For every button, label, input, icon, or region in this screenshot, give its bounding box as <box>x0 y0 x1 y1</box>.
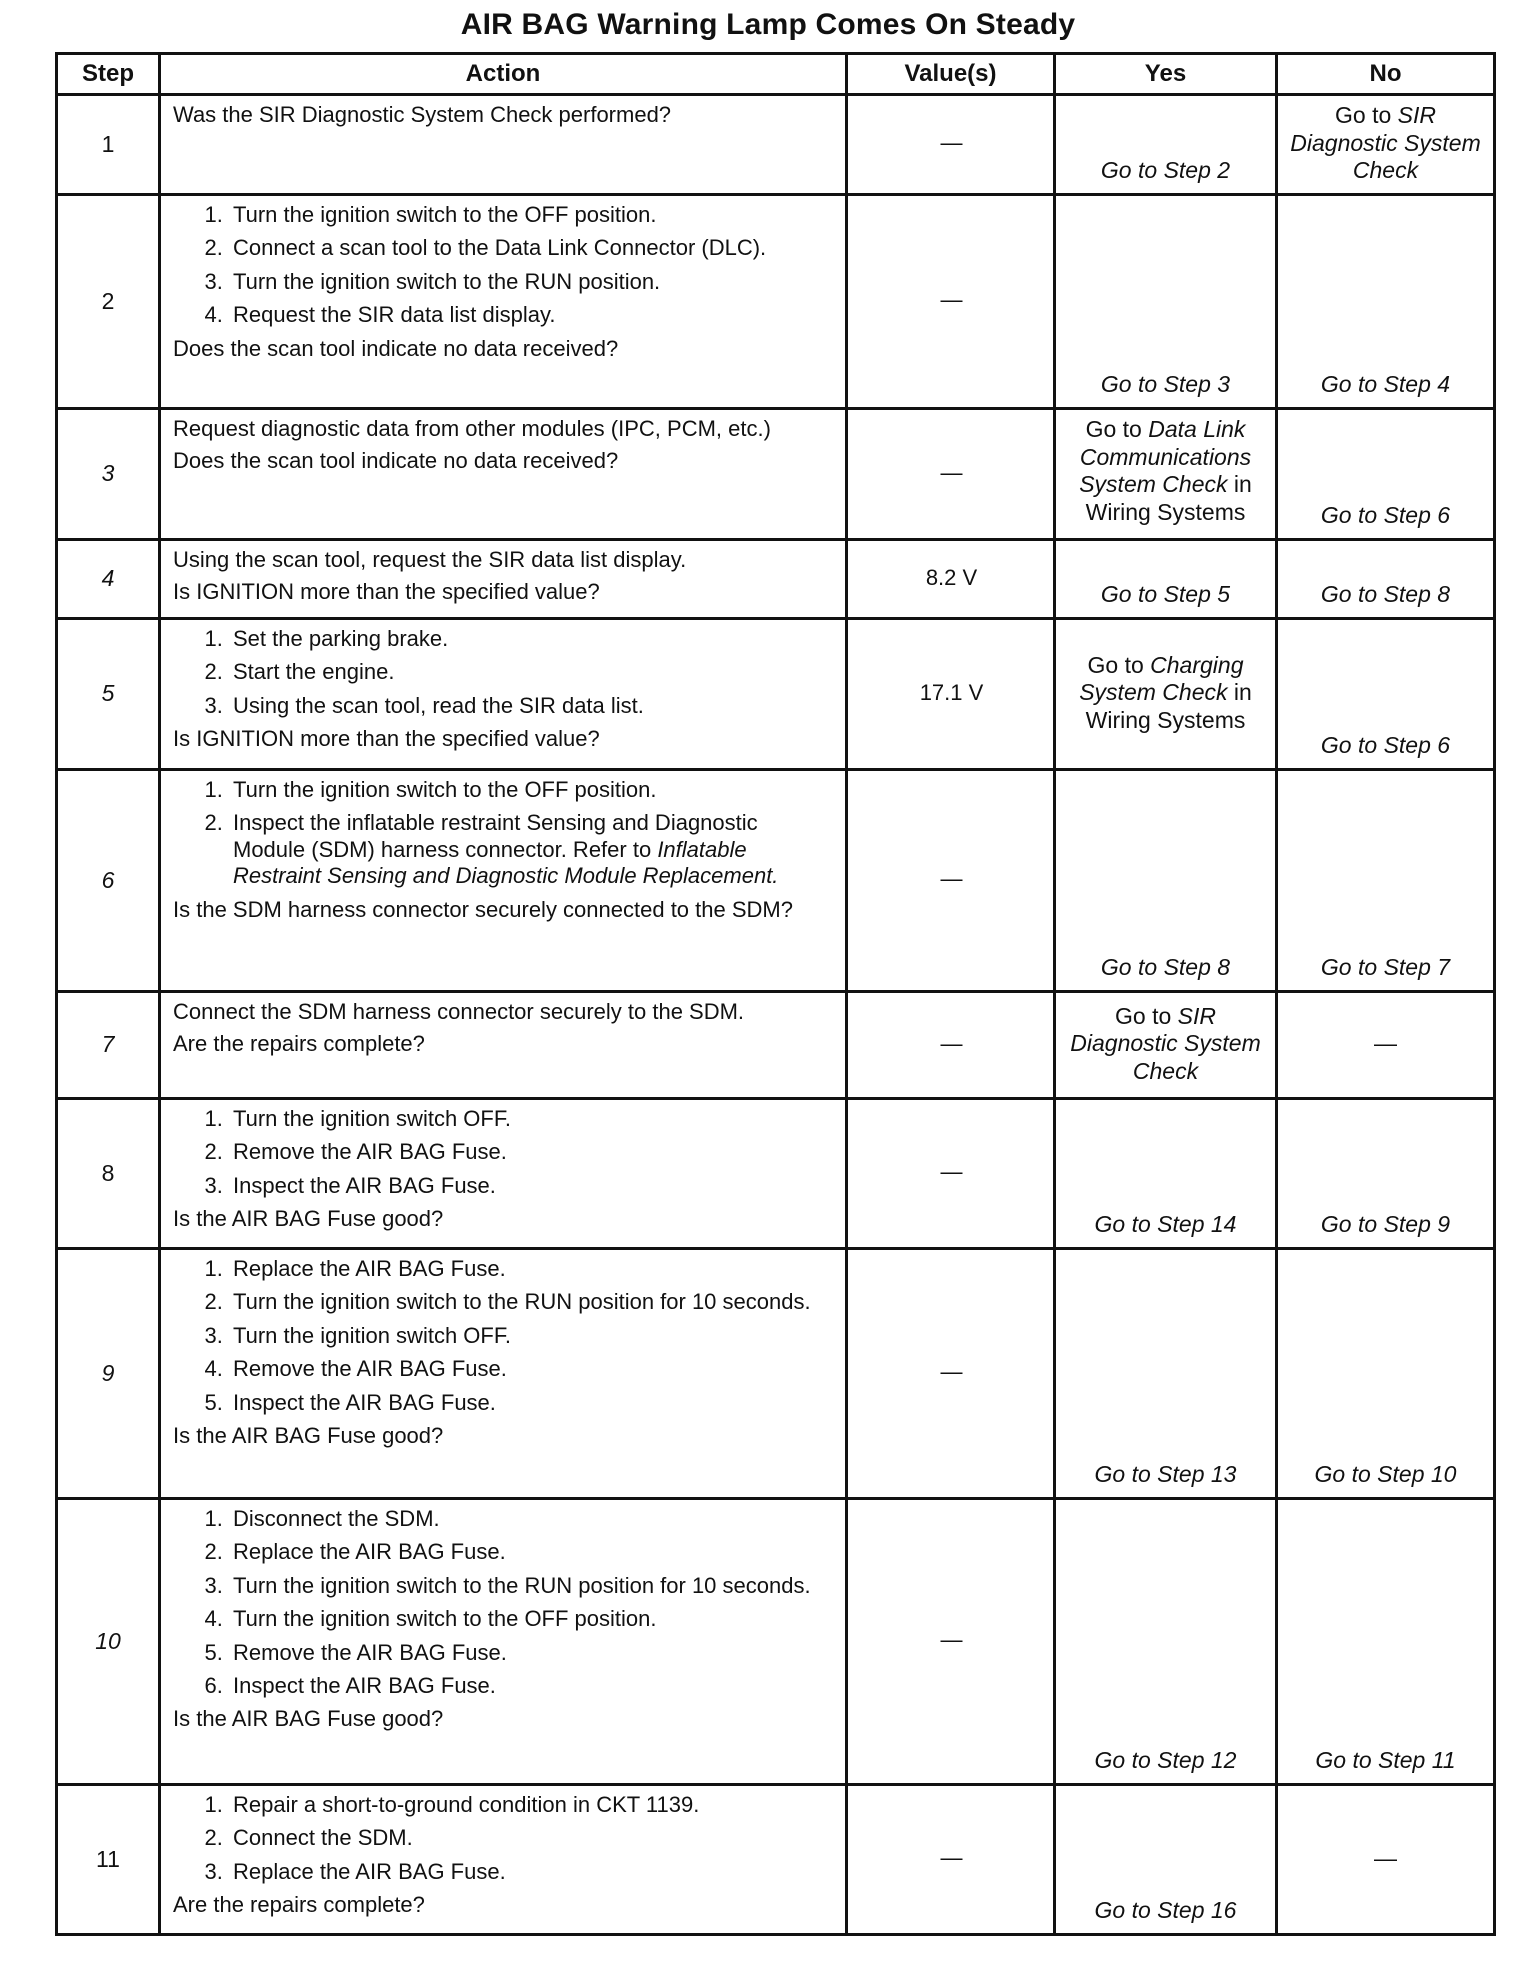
table-row <box>57 1499 1495 1785</box>
action-item: 1. Disconnect the SDM. <box>229 1506 835 1532</box>
action-item: 1. Repair a short-to-ground condition in CKT 1139. <box>229 1792 835 1818</box>
action-item: 5. Remove the AIR BAG Fuse. <box>229 1640 835 1666</box>
no-cell: Go to Step 11 <box>1277 1499 1495 1785</box>
action-list <box>173 1256 835 1416</box>
table-row <box>57 195 1495 409</box>
value-cell: — <box>847 1785 1055 1935</box>
yes-cell: Go to Step 5 <box>1055 540 1277 619</box>
table-row <box>57 992 1495 1099</box>
header-values: Value(s) <box>847 54 1055 95</box>
step-number: 4 <box>57 540 160 619</box>
action-question: Does the scan tool indicate no data received? <box>173 448 619 474</box>
action-cell <box>160 540 847 619</box>
table-row <box>57 95 1495 195</box>
page-title: AIR BAG Warning Lamp Comes On Steady <box>460 8 1076 41</box>
yes-ref: Charging System Check <box>1079 651 1244 706</box>
action-item: 3. Using the scan tool, read the SIR data list. <box>229 693 835 719</box>
value-cell: — <box>847 992 1055 1099</box>
header-yes: Yes <box>1055 54 1277 95</box>
action-item-text: Inspect the inflatable restraint Sensing and Diagnostic Module (SDM) harness connector. Refer to <box>233 810 758 862</box>
action-cell <box>160 1499 847 1785</box>
no-cell: Go to Step 9 <box>1277 1099 1495 1249</box>
yes-prefix: Go to <box>1087 651 1144 678</box>
action-cell <box>160 195 847 409</box>
yes-cell <box>1055 992 1277 1099</box>
action-item: 4. Turn the ignition switch to the OFF position. <box>229 1606 835 1632</box>
yes-suffix: in Wiring Systems <box>1085 679 1252 733</box>
value-cell: — <box>847 195 1055 409</box>
action-item: 2. Connect the SDM. <box>229 1825 835 1851</box>
action-item: 1. Turn the ignition switch OFF. <box>229 1106 835 1132</box>
table-row <box>57 1099 1495 1249</box>
action-item: 4. Request the SIR data list display. <box>229 302 835 328</box>
header-no: No <box>1277 54 1495 95</box>
value-cell: — <box>847 1249 1055 1499</box>
table-row <box>57 540 1495 619</box>
action-list <box>173 1106 835 1199</box>
yes-prefix: Go to <box>1115 1002 1172 1029</box>
action-question: Is the AIR BAG Fuse good? <box>173 1206 444 1232</box>
action-item: 3. Replace the AIR BAG Fuse. <box>229 1859 835 1885</box>
yes-suffix: in Wiring Systems <box>1085 471 1252 525</box>
no-prefix: Go to <box>1335 102 1392 128</box>
no-cell <box>1277 95 1495 195</box>
action-question: Is IGNITION more than the specified value? <box>173 579 600 605</box>
action-question: Is IGNITION more than the specified value? <box>173 726 600 752</box>
action-item: 1. Replace the AIR BAG Fuse. <box>229 1256 835 1282</box>
action-question: Are the repairs complete? <box>173 1031 425 1057</box>
action-cell <box>160 619 847 770</box>
value-cell: 8.2 V <box>847 540 1055 619</box>
action-cell <box>160 992 847 1099</box>
action-intro: Connect the SDM harness connector securely to the SDM. <box>173 999 745 1024</box>
action-item: 1. Turn the ignition switch to the OFF position. <box>229 202 835 228</box>
yes-prefix: Go to <box>1085 416 1142 442</box>
header-action: Action <box>160 54 847 95</box>
step-number: 9 <box>57 1249 160 1499</box>
action-intro: Request diagnostic data from other modules (IPC, PCM, etc.) <box>173 416 771 441</box>
action-cell <box>160 1249 847 1499</box>
yes-cell: Go to Step 8 <box>1055 770 1277 992</box>
value-cell: 17.1 V <box>847 619 1055 770</box>
value-cell: — <box>847 770 1055 992</box>
action-item: 3. Turn the ignition switch to the RUN position for 10 seconds. <box>229 1573 835 1599</box>
step-number: 1 <box>57 95 160 195</box>
action-item: 3. Turn the ignition switch OFF. <box>229 1323 835 1349</box>
yes-cell: Go to Step 16 <box>1055 1785 1277 1935</box>
no-cell: Go to Step 4 <box>1277 195 1495 409</box>
action-question: Are the repairs complete? <box>173 1892 425 1918</box>
action-list <box>173 1506 835 1699</box>
value-cell: — <box>847 409 1055 540</box>
action-question: Is the SDM harness connector securely connected to the SDM? <box>173 896 793 922</box>
action-item: 2. Turn the ignition switch to the RUN position for 10 seconds. <box>229 1289 835 1315</box>
action-question: Was the SIR Diagnostic System Check performed? <box>173 102 672 127</box>
header-row <box>57 54 1495 95</box>
action-item: 5. Inspect the AIR BAG Fuse. <box>229 1390 835 1416</box>
value-cell: — <box>847 1499 1055 1785</box>
action-list <box>173 626 835 719</box>
yes-cell: Go to Step 2 <box>1055 95 1277 195</box>
action-list <box>173 202 835 329</box>
yes-ref: SIR Diagnostic System Check <box>1070 1002 1261 1084</box>
action-item: 3. Turn the ignition switch to the RUN position. <box>229 269 835 295</box>
step-number: 8 <box>57 1099 160 1249</box>
table-row <box>57 770 1495 992</box>
action-item: 2. Remove the AIR BAG Fuse. <box>229 1139 835 1165</box>
action-question: Is the AIR BAG Fuse good? <box>173 1706 444 1732</box>
yes-cell: Go to Step 3 <box>1055 195 1277 409</box>
action-intro: Using the scan tool, request the SIR data list display. <box>173 547 687 572</box>
no-cell: — <box>1277 992 1495 1099</box>
no-cell: Go to Step 6 <box>1277 619 1495 770</box>
no-cell: Go to Step 7 <box>1277 770 1495 992</box>
action-item: 2. Start the engine. <box>229 659 835 685</box>
diagnostic-table <box>55 52 1496 1936</box>
action-item: 1. Set the parking brake. <box>229 626 835 652</box>
header-step: Step <box>57 54 160 95</box>
yes-cell: Go to Step 13 <box>1055 1249 1277 1499</box>
action-item: 4. Remove the AIR BAG Fuse. <box>229 1356 835 1382</box>
no-cell: Go to Step 10 <box>1277 1249 1495 1499</box>
step-number: 3 <box>57 409 160 540</box>
no-ref: SIR Diagnostic System Check <box>1290 102 1481 184</box>
action-cell <box>160 409 847 540</box>
table-row <box>57 409 1495 540</box>
action-item-ref: Inflatable Restraint Sensing and Diagnostic Module Replacement. <box>233 836 779 889</box>
no-cell: — <box>1277 1785 1495 1935</box>
step-number: 6 <box>57 770 160 992</box>
value-cell: — <box>847 95 1055 195</box>
action-item: 6. Inspect the AIR BAG Fuse. <box>229 1673 835 1699</box>
yes-cell: Go to Step 14 <box>1055 1099 1277 1249</box>
table-row <box>57 1249 1495 1499</box>
table-row <box>57 619 1495 770</box>
no-cell: Go to Step 8 <box>1277 540 1495 619</box>
yes-ref: Data Link Communications System Check <box>1079 416 1252 498</box>
value-cell: — <box>847 1099 1055 1249</box>
action-list <box>173 1792 835 1885</box>
action-cell <box>160 770 847 992</box>
action-item: 2. Connect a scan tool to the Data Link Connector (DLC). <box>229 235 835 261</box>
step-number: 10 <box>57 1499 160 1785</box>
action-item <box>229 810 835 889</box>
yes-cell <box>1055 409 1277 540</box>
no-cell: Go to Step 6 <box>1277 409 1495 540</box>
step-number: 11 <box>57 1785 160 1935</box>
yes-cell: Go to Step 12 <box>1055 1499 1277 1785</box>
action-list <box>173 777 835 890</box>
yes-cell <box>1055 619 1277 770</box>
step-number: 7 <box>57 992 160 1099</box>
action-item: 3. Inspect the AIR BAG Fuse. <box>229 1173 835 1199</box>
action-cell <box>160 1099 847 1249</box>
action-item: 2. Replace the AIR BAG Fuse. <box>229 1539 835 1565</box>
action-cell <box>160 1785 847 1935</box>
table-row <box>57 1785 1495 1935</box>
step-number: 2 <box>57 195 160 409</box>
action-question: Does the scan tool indicate no data received? <box>173 335 619 361</box>
action-item: 1. Turn the ignition switch to the OFF position. <box>229 777 835 803</box>
step-number: 5 <box>57 619 160 770</box>
action-question: Is the AIR BAG Fuse good? <box>173 1422 444 1448</box>
action-cell <box>160 95 847 195</box>
